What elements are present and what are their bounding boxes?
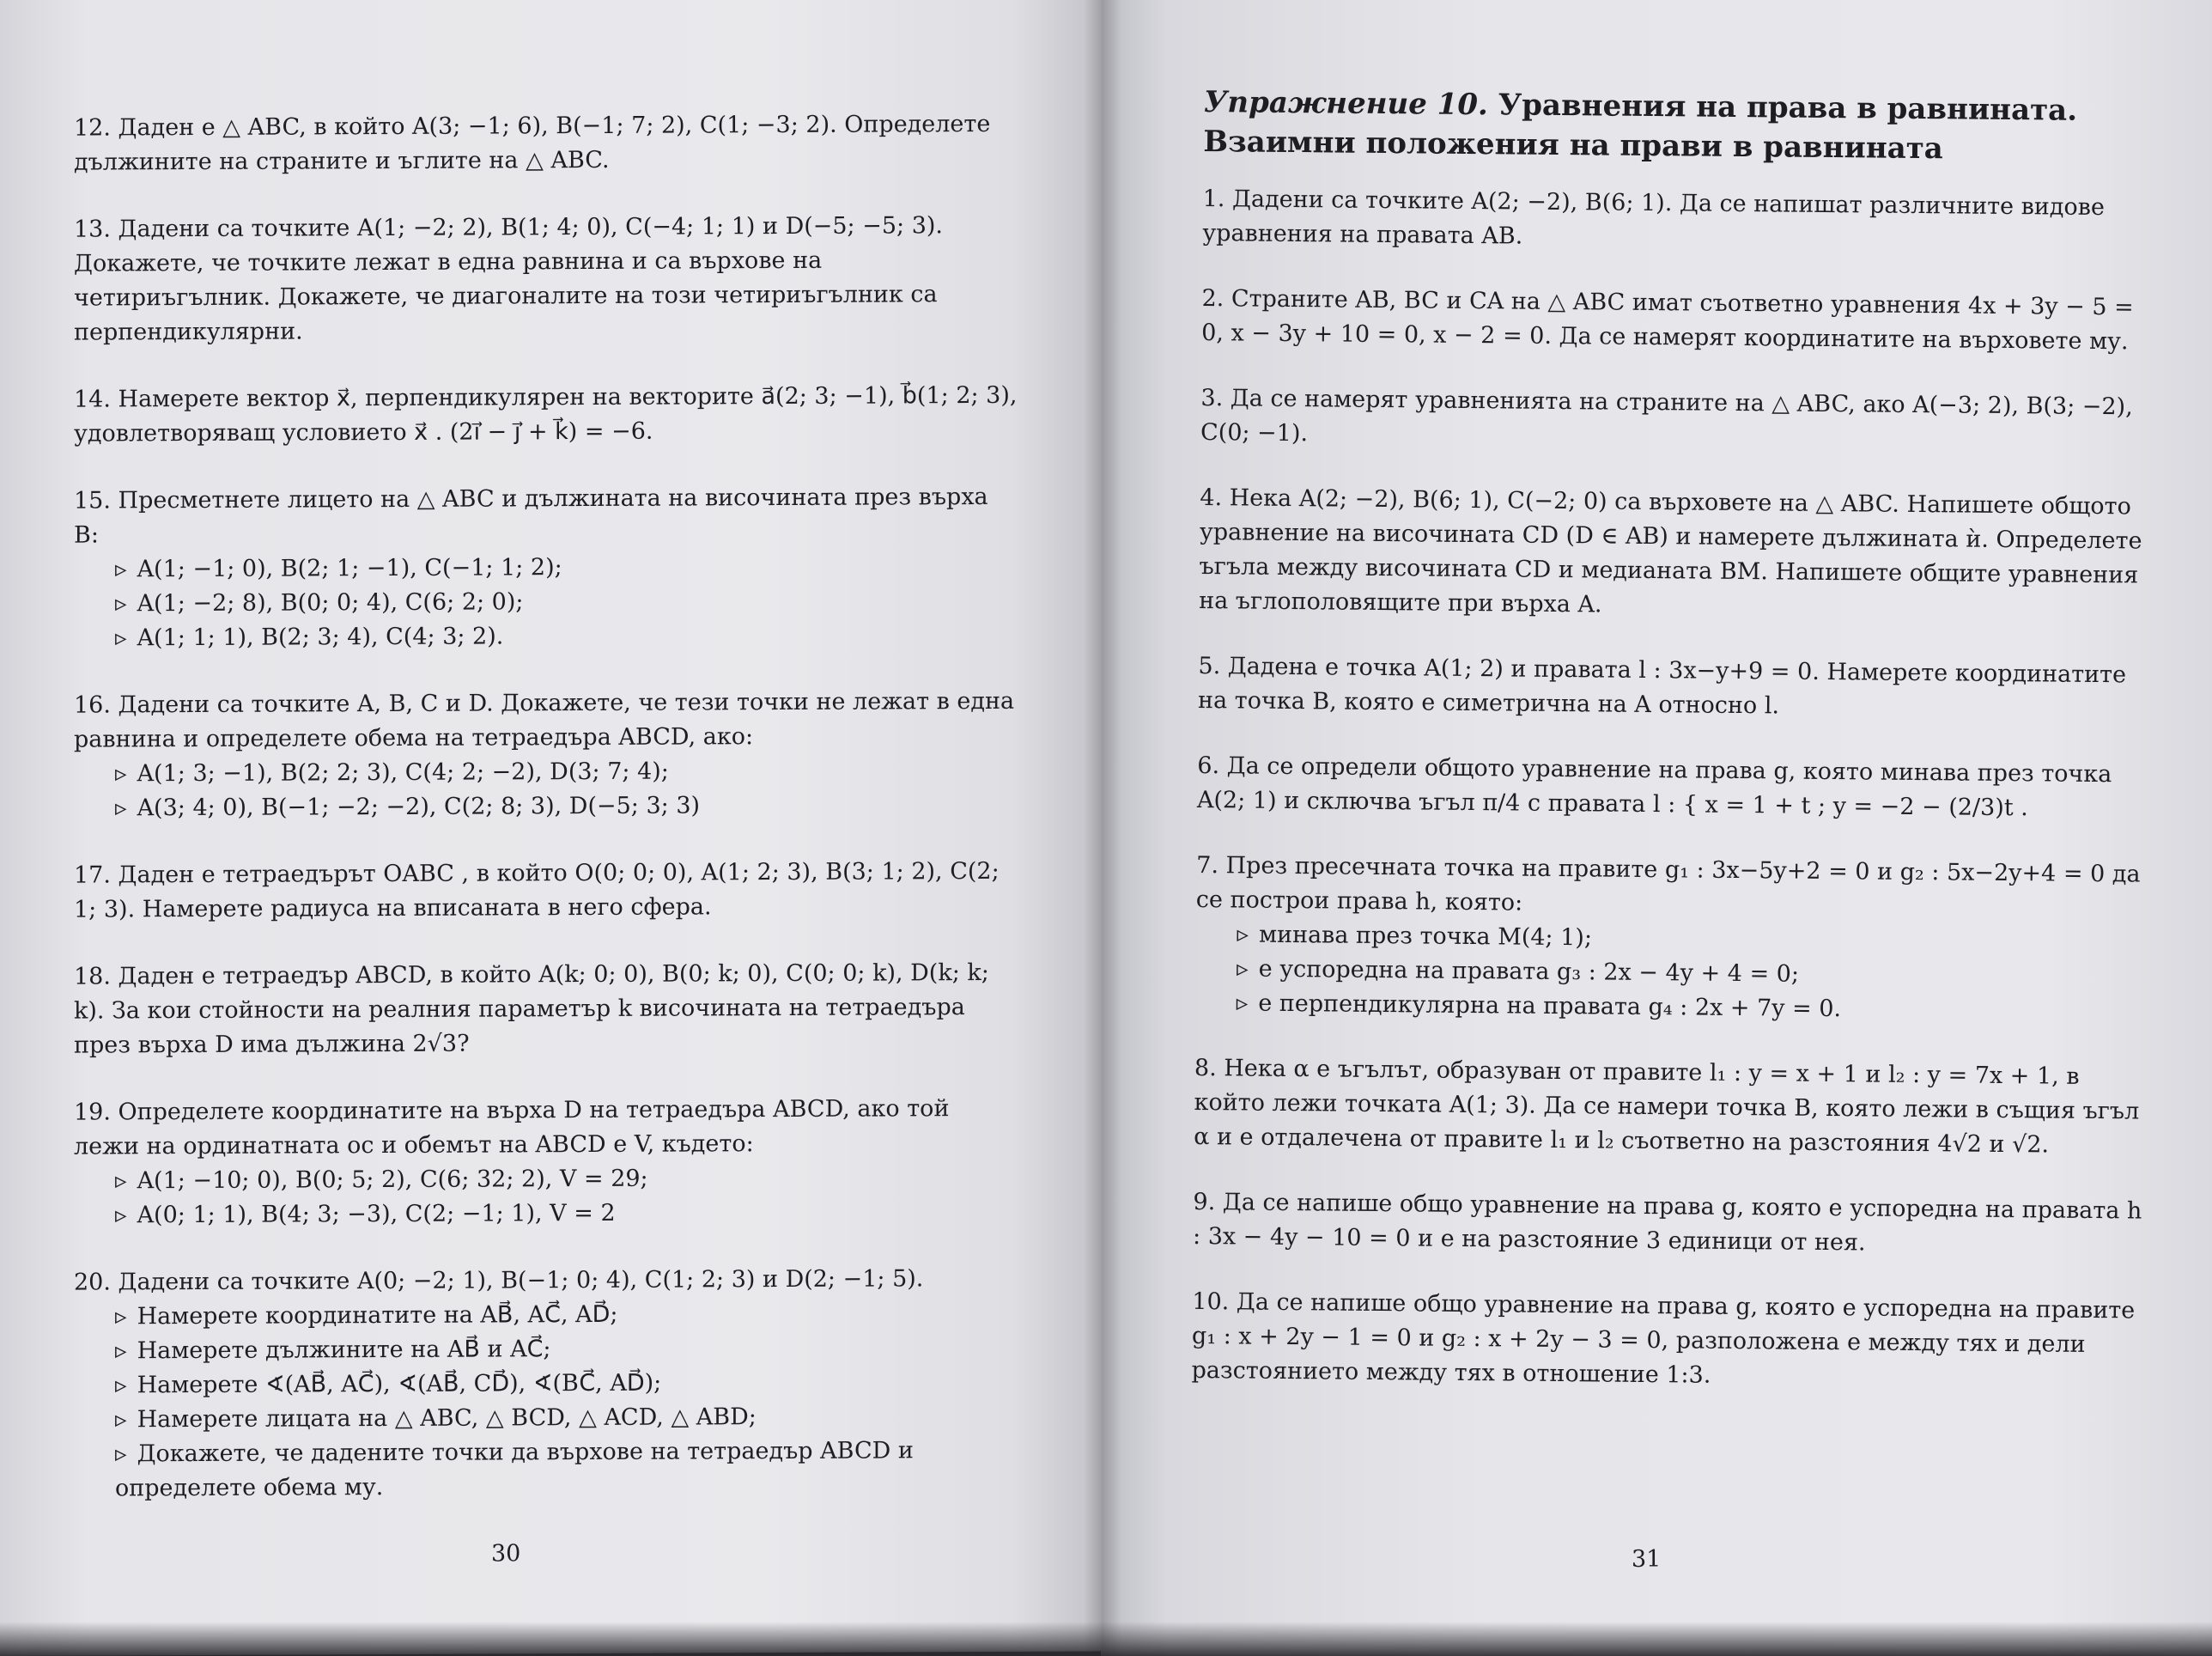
page-number: 30 <box>491 1540 521 1568</box>
right-problem-list <box>1191 82 2157 1428</box>
problem-14: 14. Намерете вектор x⃗, перпендикулярен на векторите a⃗(2; 3; −1), b⃗(1; 2; 3), удовлетворяващ условието x⃗ . (2i⃗ − j⃗ + k⃗) = −6. <box>74 381 1018 447</box>
problem-12: 12. Даден е △ ABC, в който A(3; −1; 6), B(−1; 7; 2), C(1; −3; 2). Определете дължините на страните и ъглите на △ ABC. <box>74 110 991 176</box>
sub-item: ▹ Намерете дължините на AB⃗ и AC⃗; <box>74 1330 1018 1369</box>
problem-13: 13. Дадени са точките A(1; −2; 2), B(1; 4; 0), C(−4; 1; 1) и D(−5; −5; 3). Докажете, че точките лежат в една равнина и са върхове на четириъгълник. Докажете, че диагоналите на този четириъгълник са перпендикулярни. <box>74 212 944 346</box>
problem-9: 9. Да се напише общо уравнение на права g, която е успоредна на правата h : 3x − 4y − 10 = 0 и е на разстояние 3 единици от нея. <box>1192 1188 2142 1257</box>
problem-3: 3. Да се намерят уравненията на страните на △ ABC, ако A(−3; 2), B(3; −2), C(0; −1). <box>1200 384 2133 447</box>
section-heading-title: Уравнения на права в равнината. Взаимни положения на прави в равнината <box>1203 88 2078 167</box>
sub-item: ▹ минава през точка M(4; 1); <box>1195 917 2148 961</box>
sub-item: ▹ Намерете лицата на △ ABC, △ BCD, △ ACD, △ ABD; <box>74 1399 1018 1438</box>
sub-item: ▹ е успоредна на правата g₃ : 2x − 4y + 4 = 0; <box>1195 952 2148 995</box>
problem-19: 19. Определете координатите на върха D на тетраедъра ABCD, ако той лежи на ординатната ос и обемът на ABCD е V, където: ▹ A(1; −10; 0), B(0; 5; 2), C(6; 32; 2), V = 29; ▹ A(0; 1; 1), B(4; 3; −3), C(2; −1; 1), V = 2 <box>74 1092 1018 1233</box>
problem-20: 20. Дадени са точките A(0; −2; 1), B(−1; 0; 4), C(1; 2; 3) и D(2; −1; 5). ▹ Намерете координатите на AB⃗, AC⃗, AD⃗; ▹ Намерете дължините на AB⃗ и AC⃗; ▹ Намерете ∢(AB⃗, AC⃗), ∢(AB⃗, CD⃗), ∢(BC⃗, AD⃗); ▹ Намерете лицата на △ ABC, △ BCD, △ ACD, △ ABD; ▹ Докажете, че дадените точки да върхове на тетраедър ABCD и определете обема му. <box>74 1262 1018 1507</box>
sub-item: ▹ A(1; −10; 0), B(0; 5; 2), C(6; 32; 2), V = 29; <box>74 1160 1018 1199</box>
sub-item: ▹ A(0; 1; 1), B(4; 3; −3), C(2; −1; 1), V = 2 <box>74 1195 1018 1233</box>
problem-17: 17. Даден е тетраедърът OABC , в който O(0; 0; 0), A(1; 2; 3), B(3; 1; 2), C(2; 1; 3). Намерете радиуса на вписаната в него сфера. <box>74 857 1000 923</box>
sub-item: ▹ A(1; 1; 1), B(2; 3; 4), C(4; 3; 2). <box>74 618 1018 656</box>
page-number: 31 <box>1632 1546 1662 1573</box>
left-page <box>0 0 1101 1656</box>
bottom-shadow <box>0 1622 2212 1656</box>
problem-8: 8. Нека α е ъгълът, образуван от правите l₁ : y = x + 1 и l₂ : y = 7x + 1, в който лежи точката A(1; 3). Да се намери точка B, която лежи в същия ъгъл α и е отдалечена от правите l₁ и l₂ съответно на разстояния 4√2 и √2. <box>1194 1054 2140 1159</box>
problem-4: 4. Нека A(2; −2), B(6; 1), C(−2; 0) са върховете на △ ABC. Напишете общото уравнение на височината CD (D ∈ AB) и намерете дължината ѝ. Определете ъгъла между височината CD и медианата BM. Напишете общите уравнения на ъглополовящите при върха A. <box>1199 484 2142 618</box>
problem-5: 5. Дадена е точка A(1; 2) и правата l : 3x−y+9 = 0. Намерете координатите на точка B, която е симетрична на A относно l. <box>1197 652 2127 720</box>
sub-item: ▹ Намерете ∢(AB⃗, AC⃗), ∢(AB⃗, CD⃗), ∢(BC⃗, AD⃗); <box>74 1365 1018 1403</box>
sub-item: ▹ A(1; −1; 0), B(2; 1; −1), C(−1; 1; 2); <box>74 549 1018 588</box>
section-heading-label: Упражнение 10. <box>1203 84 1489 123</box>
problem-15: 15. Пресметнете лицето на △ ABC и дължината на височината през върха B: ▹ A(1; −1; 0), B(2; 1; −1), C(−1; 1; 2); ▹ A(1; −2; 8), B(0; 0; 4), C(6; 2; 0); ▹ A(1; 1; 1), B(2; 3; 4), C(4; 3; 2). <box>74 480 1018 656</box>
left-problem-list <box>74 107 1018 1539</box>
sub-item: ▹ A(1; −2; 8), B(0; 0; 4), C(6; 2; 0); <box>74 583 1018 622</box>
problem-16: 16. Дадени са точките A, B, C и D. Докажете, че тези точки не лежат в една равнина и определете обема на тетраедъра ABCD, ако: ▹ A(1; 3; −1), B(2; 2; 3), C(4; 2; −2), D(3; 7; 4); ▹ A(3; 4; 0), B(−1; −2; −2), C(2; 8; 3), D(−5; 3; 3) <box>74 685 1018 826</box>
problem-1: 1. Дадени са точките A(2; −2), B(6; 1). Да се напишат различните видове уравнения на правата AB. <box>1202 185 2106 250</box>
section-heading <box>1203 82 2157 171</box>
sub-item: ▹ A(1; 3; −1), B(2; 2; 3), C(4; 2; −2), D(3; 7; 4); <box>74 753 1018 792</box>
sub-item: ▹ е перпендикулярна на правата g₄ : 2x + 7y = 0. <box>1195 986 2148 1030</box>
right-page <box>1101 0 2212 1656</box>
problem-10: 10. Да се напише общо уравнение на права g, която е успоредна на правите g₁ : x + 2y − 1 = 0 и g₂ : x + 2y − 3 = 0, разположена е между тях и дели разстоянието между тях в отношение 1:3. <box>1191 1288 2136 1389</box>
problem-2: 2. Страните AB, BC и CA на △ ABC имат съответно уравнения 4x + 3y − 5 = 0, x − 3y + 10 = 0, x − 2 = 0. Да се намерят координатите на върховете му. <box>1201 284 2134 356</box>
sub-item: ▹ Намерете координатите на AB⃗, AC⃗, AD⃗; <box>74 1296 1018 1335</box>
sub-item: ▹ A(3; 4; 0), B(−1; −2; −2), C(2; 8; 3), D(−5; 3; 3) <box>74 788 1018 826</box>
sub-item: ▹ Докажете, че дадените точки да върхове на тетраедър ABCD и определете обема му. <box>74 1434 1018 1507</box>
book-gutter <box>1084 0 1121 1656</box>
problem-6: 6. Да се определи общото уравнение на права g, която минава през точка A(2; 1) и сключва ъгъл π/4 с правата l : { x = 1 + t ; y = −2 − (2/3)t . <box>1196 752 2112 822</box>
problem-7: 7. През пресечната точка на правите g₁ : 3x−5y+2 = 0 и g₂ : 5x−2y+4 = 0 да се построи права h, която: ▹ минава през точка M(4; 1); ▹ е успоредна на правата g₃ : 2x − 4y + 4 = 0; ▹ е перпендикулярна на правата g₄ : 2x + 7y = 0. <box>1195 849 2150 1030</box>
problem-18: 18. Даден е тетраедър ABCD, в който A(k; 0; 0), B(0; k; 0), C(0; 0; k), D(k; k; k). За кои стойности на реалния параметър k височината на тетраедъра през върха D има дължина 2√3? <box>74 959 989 1059</box>
